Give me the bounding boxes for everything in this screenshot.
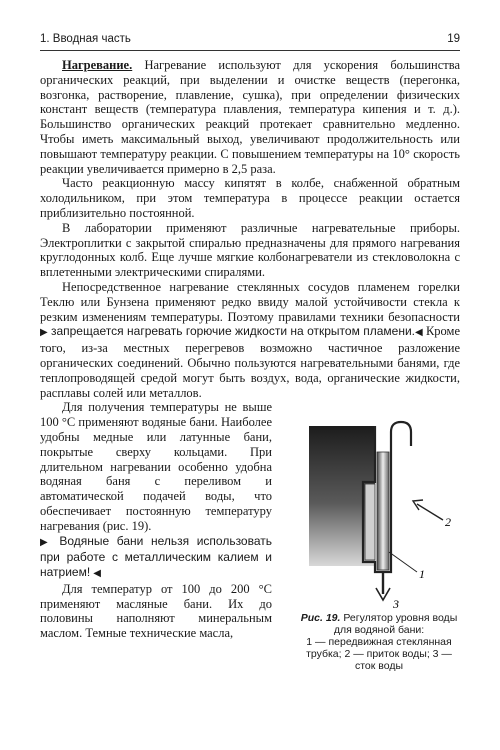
label-2: 2 xyxy=(445,515,451,530)
inflow-line-shape xyxy=(417,504,443,520)
section-title: 1. Вводная часть xyxy=(40,33,131,45)
paragraph-flame xyxy=(40,280,460,400)
figure-19 xyxy=(295,400,463,690)
safety-end-marker-icon: ◀ xyxy=(93,568,101,580)
paragraph-text: Для получения температуры не выше 100 °С применяют водяные бани. Наиболее удобны медные или латунные бани, покрытые сверху кольцами. При длительном нагревании особенно удобна водяная баня с переливом и автоматической подачей воды, что обеспечивает постоянную температуру нагревания (рис. 19). xyxy=(40,400,272,533)
narrow-column xyxy=(40,400,272,641)
paragraph-text: Нагревание используют для ускорения большинства органических реакций, при выделении и очистке веществ (перегонка, возгонка, растворение, плавление, сушка), при определении физических констант веществ (температура плавления, температура кипения и т. д.). Большинство органических реакций протекает сравнительно медленно. Чтобы иметь максимальный выход, увеличивают продолжительность или повышают температуру реакции. С повышением температуры на 10° скорость реакции увеличивается примерно в 2,5 раза. xyxy=(40,58,460,176)
safety-rule-text: запрещается нагревать горючие жидкости на открытом пламени. xyxy=(50,324,415,339)
label-1: 1 xyxy=(419,567,425,582)
figure-caption xyxy=(295,612,463,672)
caption-items: 1 — передвижная стеклянная трубка; 2 — приток воды; 3 — сток воды xyxy=(306,636,452,673)
side-chamber-shape xyxy=(365,484,375,560)
caption-label: Рис. 19. xyxy=(300,612,341,625)
paragraph-reflux: Часто реакционную массу кипятят в колбе, снабженной обратным холодильником, при этом температура в процессе реакции остается приблизительно постоянной. xyxy=(40,176,460,220)
leader-line-shape xyxy=(389,552,417,572)
water-level-regulator-diagram xyxy=(305,412,455,612)
label-3: 3 xyxy=(393,597,399,612)
caption-title: Регулятор уровня воды для водяной бани: xyxy=(333,612,458,637)
safety-rule-text: Водяные бани нельзя использовать при работе с металлическим калием и натрием! xyxy=(40,533,273,580)
safety-start-marker-icon: ▶ xyxy=(40,327,48,339)
main-text xyxy=(40,58,461,673)
safety-end-marker-icon: ◀ xyxy=(414,327,423,339)
paragraph-heating xyxy=(40,58,460,176)
safety-start-marker-icon: ▶ xyxy=(40,536,52,548)
paragraph-oil-bath: Для температур от 100 до 200 °С применяют масляные бани. Их до половины наполняют минеральным маслом. Темные технические масла, xyxy=(40,581,272,641)
paragraph-text: Непосредственное нагревание стеклянных сосудов пламенем горелки Теклю или Бунзена применяют редко ввиду малой устойчивости стекла к резким изменениям температуры. Поэтому правилами техники безопасности xyxy=(40,279,460,324)
figure-section xyxy=(40,400,460,673)
term-heating: Нагревание. xyxy=(62,58,133,72)
page-number: 19 xyxy=(447,33,460,45)
paragraph-devices: В лаборатории применяют различные нагревательные приборы. Электроплитки с закрытой спиралью предназначены для прямого нагревания круглодонных колб. Еще лучше мягкие колбонагреватели из стекловолокна с вплетенными электрическими спиралями. xyxy=(40,220,460,280)
paragraph-text: Кроме того, из-за местных перегревов возможно частичное разложение органических соединений. Обычно пользуются нагревательными банями, где теплопроводящей средой могут быть воздух, вода, органические жидкости, расплавы солей или металлов. xyxy=(40,324,461,400)
running-header xyxy=(40,32,460,51)
movable-glass-tube-shape xyxy=(377,452,389,570)
paragraph-water-bath xyxy=(40,400,272,582)
